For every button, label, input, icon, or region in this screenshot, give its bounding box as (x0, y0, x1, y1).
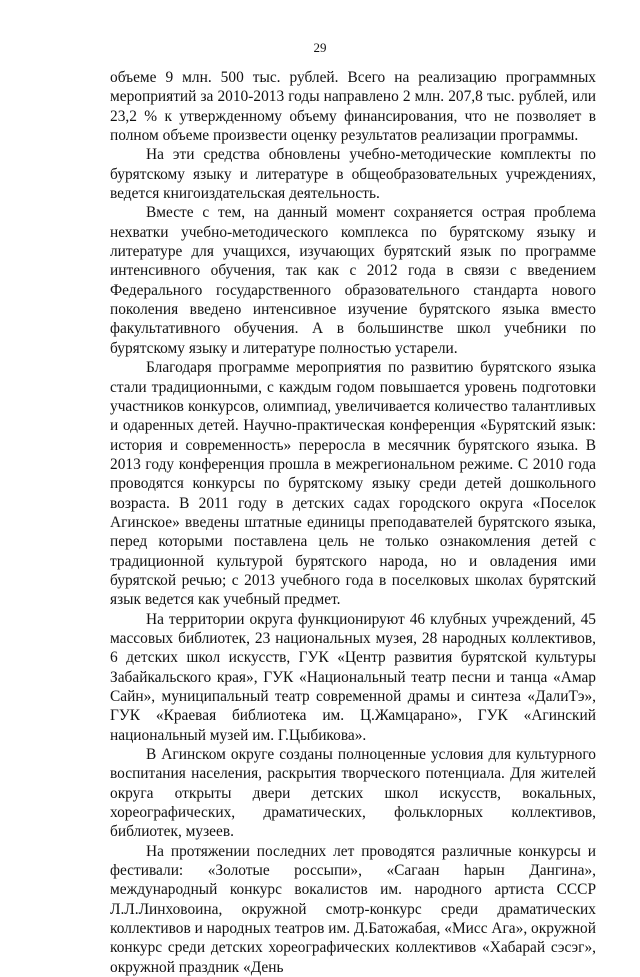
paragraph-3: Вместе с тем, на данный момент сохраняется острая проблема нехватки учебно-методического комплекса по бурятскому языку и литературе для учащихся, изучающих бурятский язык по программе интенсивного обучения, так как с 2012 года в связи с введением Федерального государственного образовательного стандарта нового поколения введено интенсивное изучение бурятского языка вместо факультативного обучения. А в большинстве школ учебники по бурятскому языку и литературе полностью устарели. (110, 204, 596, 357)
page-number: 29 (313, 40, 327, 55)
paragraph-2: На эти средства обновлены учебно-методические комплекты по бурятскому языку и литературе в общеобразовательных учреждениях, ведется книгоиздательская деятельность. (110, 146, 596, 203)
document-body (110, 68, 596, 977)
paragraph-7: На протяжении последних лет проводятся различные конкурсы и фестивали: «Золотые россыпи», «Сагаан hарын Дангина», международный конкурс вокалистов им. народного артиста СССР Л.Л.Линховоина, окружной смотр-конкурс среди драматических коллективов и народных театров им. Д.Батожабая, «Мисс Ага», окружной конкурс среди детских хореографических коллективов «Хабарай сэсэг», окружной праздник «День (110, 842, 596, 976)
paragraph-5: На территории округа функционируют 46 клубных учреждений, 45 массовых библиотек, 23 национальных музея, 28 народных коллективов, 6 детских школ искусств, ГУК «Центр развития бурятской культуры Забайкальского края», ГУК «Национальный театр песни и танца «Амар Сайн», муниципальный театр современной драмы и синтеза «ДалиТэ», ГУК «Краевая библиотека им. Ц.Жамцарано», ГУК «Агинский национальный музей им. Г.Цыбикова». (110, 610, 596, 744)
paragraph-1: объеме 9 млн. 500 тыс. рублей. Всего на реализацию программных мероприятий за 2010-2013 годы направлено 2 млн. 207,8 тыс. рублей, или 23,2 % к утвержденному объему финансирования, что не позволяет в полном объеме произвести оценку результатов реализации программы. (110, 69, 596, 145)
paragraph-4: Благодаря программе мероприятия по развитию бурятского языка стали традиционными, с каждым годом повышается уровень подготовки участников конкурсов, олимпиад, увеличивается количество талантливых и одаренных детей. Научно-практическая конференция «Бурятский язык: история и современность» переросла в месячник бурятского языка. В 2013 году конференция прошла в межрегиональном режиме. С 2010 года проводятся конкурсы по бурятскому языку среди детей дошкольного возраста. В 2011 году в детских садах городского округа «Поселок Агинское» введены штатные единицы преподавателей бурятского языка, перед которыми поставлена цель не только ознакомления детей с традиционной культурой бурятского народа, но и овладения ими бурятской речью; с 2013 учебного года в поселковых школах бурятский язык ведется как учебный предмет. (110, 359, 596, 609)
paragraph-6: В Агинском округе созданы полноценные условия для культурного воспитания населения, раскрытия творческого потенциала. Для жителей округа открыты двери детских школ искусств, вокальных, хореографических, драматических, фольклорных коллективов, библиотек, музеев. (110, 746, 596, 841)
